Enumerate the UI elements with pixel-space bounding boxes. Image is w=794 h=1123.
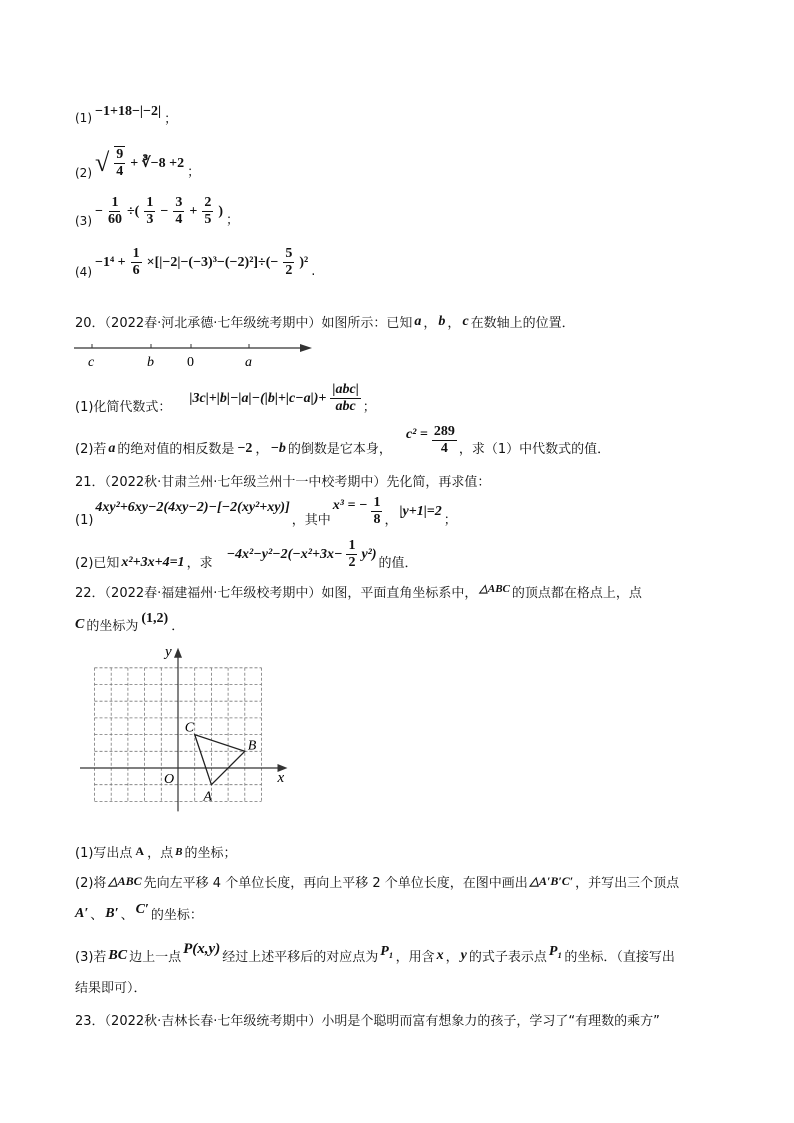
- q22-part3: [75, 941, 675, 965]
- text: 结果即可）．: [75, 981, 147, 996]
- q20-title: 20．（2022春·河北承德·七年级统考期中）如图所示：已知 a ， b ， c 在数轴上的位置．: [75, 313, 575, 331]
- text: ，: [255, 442, 269, 457]
- punct: ；: [164, 112, 178, 127]
- var: y: [460, 947, 467, 963]
- op: ): [218, 203, 223, 219]
- fraction: [202, 195, 213, 228]
- text: 的值．: [378, 556, 418, 571]
- point-label-b: B: [247, 738, 257, 754]
- var: a: [108, 441, 116, 456]
- num: 5: [285, 246, 293, 261]
- var: b: [438, 313, 446, 329]
- text: 、: [90, 908, 104, 923]
- minus: −: [95, 203, 103, 219]
- question-title: 22．（2022春·福建福州·七年级校考期中）如图，平面直角坐标系中，: [75, 586, 478, 601]
- q21-title: [75, 471, 490, 490]
- question-title: 20．（2022春·河北承德·七年级统考期中）如图所示：已知: [75, 316, 413, 331]
- den: 3: [146, 212, 154, 227]
- var: P₁: [548, 943, 563, 959]
- den: 4: [175, 212, 183, 227]
- num: 3: [175, 195, 183, 210]
- y-axis-label: y: [165, 643, 172, 660]
- expression: −1⁴ +: [95, 254, 126, 270]
- question-title: 23．（2022秋·吉林长春·七年级统考期中）小明是个聪明而富有想象力的孩子，学习了“有理数的乘方”: [75, 1014, 660, 1029]
- q22-part1: [75, 842, 236, 861]
- den: 2: [348, 555, 356, 570]
- den: 4: [116, 164, 124, 179]
- arrow-icon: [300, 344, 312, 352]
- expression: )²: [299, 254, 309, 270]
- text: 经过上述平移后的对应点为: [222, 950, 379, 965]
- expression: −1+18−|−2|: [95, 103, 162, 119]
- den: 2: [285, 263, 293, 278]
- question-title: 21．（2022秋·甘肃兰州·七年级兰州十一中校考期中）先化简，再求值：: [75, 475, 491, 490]
- q20-part1: [75, 382, 376, 415]
- text: 边上一点: [129, 950, 182, 965]
- label: (1)化简代数式：: [75, 400, 172, 415]
- text: 的坐标为: [86, 619, 139, 634]
- triangle: △A′B′C′: [529, 874, 574, 888]
- expression: 4xy²+6xy−2(4xy−2)−[−2(xy²+xy)]: [95, 499, 290, 515]
- fraction: [173, 195, 184, 228]
- label: (2): [75, 166, 92, 180]
- fraction: [283, 246, 294, 279]
- sqrt-sign: √: [95, 148, 110, 177]
- num: 9: [116, 147, 124, 162]
- var: P₁: [380, 943, 394, 959]
- punct: ．: [171, 619, 185, 634]
- label: (1): [75, 513, 94, 528]
- num: 2: [204, 195, 212, 210]
- text: (3)若: [75, 950, 107, 965]
- q20-part2: [75, 424, 610, 457]
- var: c: [462, 313, 469, 329]
- expression: y²): [361, 546, 377, 562]
- text: 的坐标．（直接写出: [564, 950, 675, 965]
- den: 60: [107, 212, 122, 227]
- coordinate: (1,2): [141, 610, 169, 626]
- expression: −4x²−y²−2(−x²+3x−: [226, 546, 343, 562]
- label: (3): [75, 214, 92, 228]
- den: 8: [373, 512, 381, 527]
- q22-part2-line2: [75, 901, 203, 923]
- q22-line2: [75, 610, 185, 634]
- punct: ；: [443, 513, 457, 528]
- expression: x³ = −: [332, 497, 368, 513]
- triangle: △ABC: [479, 583, 510, 595]
- num: 1: [132, 246, 140, 261]
- num: |abc|: [332, 382, 359, 397]
- text: 、: [120, 908, 134, 923]
- text: ，: [445, 950, 459, 965]
- tick-label: c: [88, 355, 95, 370]
- expression: ×[|−2|−(−3)³−(−2)²]÷(−: [146, 254, 279, 270]
- text: (1)写出点: [75, 846, 133, 861]
- text: ，其中: [291, 513, 331, 528]
- q21-part1: [75, 495, 457, 528]
- q22-title: [75, 582, 642, 601]
- var: −b: [270, 441, 286, 456]
- num: 1: [111, 195, 119, 210]
- triangle: △ABC: [108, 874, 142, 888]
- text: 的绝对值的相反数是: [117, 442, 235, 457]
- label: (2)已知: [75, 556, 120, 571]
- expression: c² =: [405, 426, 428, 442]
- punct: ；: [225, 213, 239, 228]
- punct: ；: [362, 400, 376, 415]
- num: 1: [373, 495, 381, 510]
- q23-title: [75, 1010, 660, 1029]
- expression: |3c|+|b|−|a|−(|b|+|c−a|)+: [189, 390, 327, 406]
- q19-part1: [75, 103, 178, 127]
- text: ，用含: [395, 950, 435, 965]
- den: abc: [335, 399, 356, 414]
- den: 5: [204, 212, 212, 227]
- den: 4: [440, 441, 448, 456]
- fraction: [346, 538, 357, 571]
- text: ，求: [186, 556, 213, 571]
- tick-label: a: [245, 355, 252, 370]
- text: 的顶点都在格点上，点: [511, 586, 642, 601]
- value: −2: [237, 441, 253, 456]
- var: C: [75, 616, 85, 632]
- q22-part3-line2: [75, 977, 147, 996]
- var: BC: [108, 947, 128, 963]
- q19-part2: [75, 146, 200, 180]
- label: (2)若: [75, 442, 107, 457]
- point-label-c: C: [184, 720, 195, 736]
- coordinate-graph: [80, 640, 300, 830]
- var: P(x,y): [183, 941, 221, 957]
- var: A′: [75, 905, 89, 921]
- label: (1): [75, 110, 92, 125]
- var: a: [414, 313, 422, 329]
- fraction: [330, 382, 360, 415]
- num: 1: [348, 538, 356, 553]
- point-label-a: A: [203, 789, 212, 805]
- var: B′: [105, 905, 119, 921]
- text: ，求（1）中代数式的值．: [458, 442, 611, 457]
- text: 的倒数是它本身，: [287, 442, 392, 457]
- op: +: [189, 203, 198, 219]
- punct: ；: [187, 165, 201, 180]
- text: ，: [384, 513, 398, 528]
- q19-part4: [75, 246, 315, 279]
- fraction: [108, 195, 122, 228]
- label: (4): [75, 265, 92, 279]
- tick-label: b: [147, 355, 154, 370]
- den: 6: [132, 263, 140, 278]
- expression: |y+1|=2: [399, 503, 442, 519]
- text: (2)将: [75, 876, 107, 891]
- var: A: [135, 844, 145, 858]
- var: x: [436, 947, 444, 963]
- fraction: [131, 246, 142, 279]
- tick-label: 0: [187, 355, 194, 370]
- var: B: [175, 845, 183, 858]
- origin-label: O: [164, 772, 175, 787]
- text: ，点: [147, 846, 174, 861]
- q21-part2: [75, 538, 418, 571]
- fraction: [114, 146, 125, 180]
- text: 的式子表示点: [468, 950, 547, 965]
- expression: + ∛−8 +2: [130, 155, 185, 171]
- q19-part3: [75, 195, 239, 228]
- text: 在数轴上的位置．: [470, 316, 575, 331]
- number-line: [72, 338, 322, 372]
- q22-part2: [75, 872, 679, 891]
- x-axis-label: x: [277, 770, 285, 786]
- y-arrow-icon: [174, 648, 182, 658]
- fraction: [432, 424, 457, 457]
- triangle-abc: [195, 735, 245, 785]
- text: 的坐标：: [150, 908, 203, 923]
- fraction: [144, 195, 155, 228]
- var: C′: [135, 901, 149, 917]
- fraction: [371, 495, 382, 528]
- expression: x²+3x+4=1: [121, 555, 185, 570]
- punct: .: [311, 264, 316, 279]
- op: −: [160, 203, 169, 219]
- text: 先向左平移 4 个单位长度，再向上平移 2 个单位长度，在图中画出: [143, 876, 528, 891]
- text: 的坐标；: [184, 846, 237, 861]
- num: 1: [146, 195, 154, 210]
- text: ，并写出三个顶点: [575, 876, 680, 891]
- op: ÷(: [126, 203, 140, 219]
- num: 289: [433, 424, 455, 439]
